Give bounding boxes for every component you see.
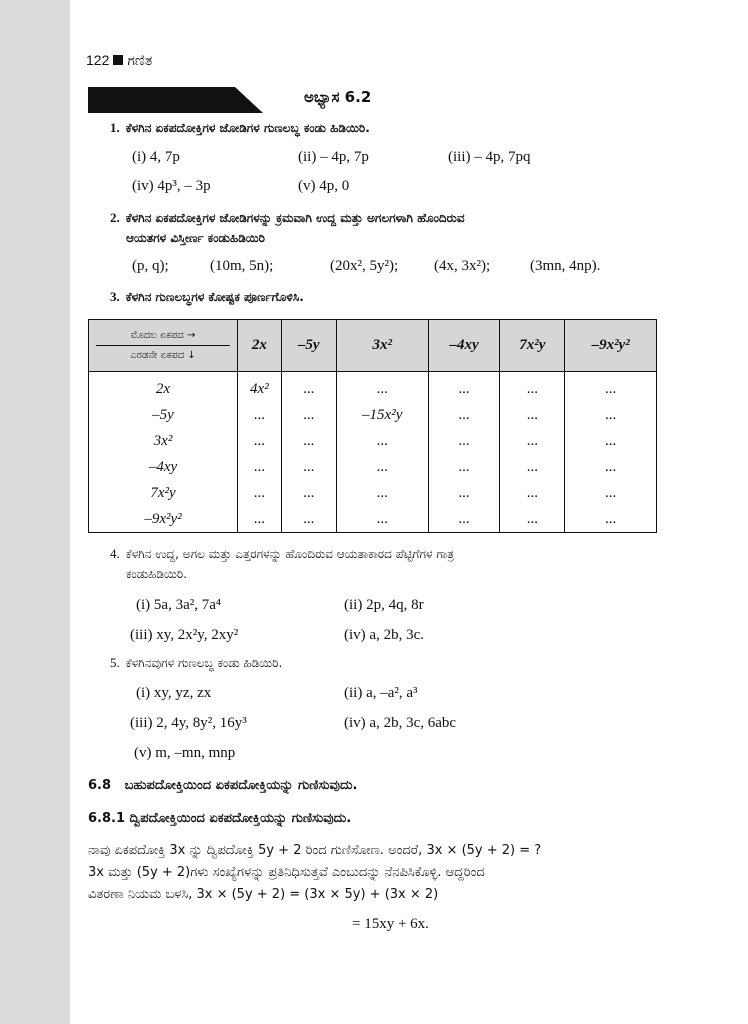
question-text-line-1: ಕೆಳಗಿನ ಉದ್ದ, ಅಗಲ ಮತ್ತು ಎತ್ತರಗಳನ್ನು ಹೊಂದಿರುವ ಆಯತಾಕಾರದ ಪೆಟ್ಟಿಗೆಗಳ ಗಾತ್ರ — [125, 547, 454, 561]
table-cell: ... — [428, 372, 500, 403]
page-number: 122 — [86, 52, 110, 68]
textbook-page — [70, 0, 748, 1024]
question-number: 2. — [110, 210, 120, 225]
table-cell: ... — [428, 428, 500, 454]
q2-item-4: (4x, 3x²); — [434, 258, 491, 274]
row-header: –5y — [89, 402, 238, 428]
exercise-title: ಅಭ್ಯಾಸ 6.2 — [304, 88, 372, 106]
column-header: 2x — [238, 320, 282, 372]
table-corner-cell — [89, 320, 238, 372]
page-header — [86, 52, 152, 69]
q4-item-4: (iv) a, 2b, 3c. — [344, 627, 424, 643]
q1-item-2: (ii) – 4p, 7p — [298, 149, 369, 165]
question-text: ಕೆಳಗಿನವುಗಳ ಗುಣಲಬ್ಧ ಕಂಡು ಹಿಡಿಯಿರಿ. — [125, 656, 283, 670]
paragraph-line-2: 3x ಮತ್ತು (5y + 2)ಗಳು ಸಂಖ್ಯೆಗಳನ್ನು ಪ್ರತಿನಿಧಿಸುತ್ತವೆ ಎಂಬುದನ್ನು ನೆನಪಿಸಿಕೊಳ್ಳಿ. ಆದ್ದರಿಂದ — [88, 865, 485, 880]
table-cell: ... — [336, 454, 428, 480]
question-4 — [110, 546, 454, 562]
paragraph-result: = 15xy + 6x. — [352, 916, 429, 932]
column-header: –5y — [281, 320, 336, 372]
table-cell: 4x² — [238, 372, 282, 403]
row-header: 2x — [89, 372, 238, 403]
table-cell: ... — [281, 402, 336, 428]
table-cell: ... — [336, 480, 428, 506]
table-cell: ... — [281, 480, 336, 506]
table-cell: ... — [500, 402, 565, 428]
table-cell: ... — [565, 372, 657, 403]
table-cell: ... — [565, 454, 657, 480]
q2-item-2: (10m, 5n); — [210, 258, 274, 274]
row-header: –9x²y² — [89, 506, 238, 533]
question-1 — [110, 120, 370, 136]
q2-item-3: (20x², 5y²); — [330, 258, 399, 274]
row-header: 3x² — [89, 428, 238, 454]
table-cell: ... — [281, 428, 336, 454]
section-title: ದ್ವಿಪದೋಕ್ತಿಯಿಂದ ಏಕಪದೋಕ್ತಿಯನ್ನು ಗುಣಿಸುವುದು. — [129, 811, 352, 826]
question-number: 3. — [110, 289, 120, 304]
table-cell: ... — [500, 506, 565, 533]
table-cell: ... — [500, 428, 565, 454]
table-cell: ... — [428, 454, 500, 480]
table-cell: ... — [500, 480, 565, 506]
paragraph-line-1: ನಾವು ಏಕಪದೋಕ್ತಿ 3x ನ್ನು ದ್ವಿಪದೋಕ್ತಿ 5y + 2 ರಿಂದ ಗುಣಿಸೋಣ. ಅಂದರೆ, 3x × (5y + 2) = ? — [88, 843, 542, 858]
table-cell: ... — [336, 506, 428, 533]
first-monomial-label: ಮೊದಲ ಏಕಪದ → — [130, 330, 196, 341]
question-2 — [110, 210, 465, 226]
products-table — [88, 319, 657, 533]
section-6-8-1-heading — [88, 811, 351, 826]
table-cell: ... — [238, 428, 282, 454]
row-header: 7x²y — [89, 480, 238, 506]
question-2-line-2: ಆಯತಗಳ ವಿಸ್ತೀರ್ಣ ಕಂಡುಹಿಡಿಯಿರಿ — [126, 231, 266, 245]
paragraph-line-3: ವಿತರಣಾ ನಿಯಮ ಬಳಸಿ, 3x × (5y + 2) = (3x × 5y) + (3x × 2) — [88, 887, 439, 902]
subject-name: ಗಣಿತ — [127, 53, 153, 69]
table-cell: ... — [500, 372, 565, 403]
table-cell: ... — [281, 454, 336, 480]
table-cell: ... — [238, 506, 282, 533]
q5-item-4: (iv) a, 2b, 3c, 6abc — [344, 715, 457, 731]
question-number: 1. — [110, 120, 120, 135]
exercise-banner — [88, 87, 263, 113]
table-cell: ... — [565, 402, 657, 428]
table-row — [89, 428, 657, 454]
table-cell: ... — [336, 428, 428, 454]
question-text: ಕೆಳಗಿನ ಗುಣಲಬ್ಧಗಳ ಕೋಷ್ಟಕ ಪೂರ್ಣಗೊಳಿಸಿ. — [125, 290, 304, 304]
column-header: –4xy — [428, 320, 500, 372]
q4-item-1: (i) 5a, 3a², 7a⁴ — [136, 597, 222, 613]
q2-item-1: (p, q); — [132, 258, 169, 274]
q4-item-2: (ii) 2p, 4q, 8r — [344, 597, 424, 613]
q5-item-5: (v) m, –mn, mnp — [134, 745, 236, 761]
table-cell: ... — [428, 480, 500, 506]
table-row — [89, 506, 657, 533]
question-4-line-2: ಕಂಡುಹಿಡಿಯಿರಿ. — [126, 567, 188, 581]
q4-item-3: (iii) xy, 2x²y, 2xy² — [130, 627, 239, 643]
question-5 — [110, 655, 282, 671]
table-row — [89, 402, 657, 428]
table-cell: ... — [281, 372, 336, 403]
q5-item-2: (ii) a, –a², a³ — [344, 685, 418, 701]
column-header: 7x²y — [500, 320, 565, 372]
table-row — [89, 454, 657, 480]
question-text-line-1: ಕೆಳಗಿನ ಏಕಪದೋಕ್ತಿಗಳ ಜೋಡಿಗಳನ್ನು ಕ್ರಮವಾಗಿ ಉದ್ದ ಮತ್ತು ಅಗಲಗಳಾಗಿ ಹೊಂದಿರುವ — [125, 211, 465, 225]
q2-item-5: (3mn, 4np). — [530, 258, 601, 274]
q1-item-1: (i) 4, 7p — [132, 149, 180, 165]
table-cell: ... — [238, 480, 282, 506]
table-cell: ... — [238, 454, 282, 480]
table-cell: –15x²y — [336, 402, 428, 428]
column-header: 3x² — [336, 320, 428, 372]
column-header: –9x²y² — [565, 320, 657, 372]
q5-item-3: (iii) 2, 4y, 8y², 16y³ — [130, 715, 247, 731]
question-number: 4. — [110, 546, 120, 561]
q1-item-3: (iii) – 4p, 7pq — [448, 149, 531, 165]
second-monomial-label: ಎರಡನೇ ಏಕಪದ ↓ — [130, 350, 196, 361]
q5-item-1: (i) xy, yz, zx — [136, 685, 212, 701]
section-number: 6.8 — [88, 778, 112, 793]
section-6-8-heading — [88, 778, 357, 793]
table-cell: ... — [281, 506, 336, 533]
q1-item-4: (iv) 4p³, – 3p — [132, 178, 211, 194]
table-cell: ... — [500, 454, 565, 480]
square-bullet-icon — [113, 55, 123, 65]
table-row — [89, 480, 657, 506]
table-cell: ... — [428, 402, 500, 428]
table-cell: ... — [565, 506, 657, 533]
table-cell: ... — [238, 402, 282, 428]
table-cell: ... — [565, 428, 657, 454]
table-row — [89, 372, 657, 403]
question-3 — [110, 289, 304, 305]
q1-item-5: (v) 4p, 0 — [298, 178, 350, 194]
table-cell: ... — [428, 506, 500, 533]
table-body — [89, 372, 657, 533]
table-cell: ... — [336, 372, 428, 403]
row-header: –4xy — [89, 454, 238, 480]
section-title: ಬಹುಪದೋಕ್ತಿಯಿಂದ ಏಕಪದೋಕ್ತಿಯನ್ನು ಗುಣಿಸುವುದು. — [124, 778, 358, 793]
section-number: 6.8.1 — [88, 811, 126, 826]
question-text: ಕೆಳಗಿನ ಏಕಪದೋಕ್ತಿಗಳ ಜೋಡಿಗಳ ಗುಣಲಬ್ಧ ಕಂಡು ಹಿಡಿಯಿರಿ. — [125, 121, 370, 135]
page-margin-band — [0, 0, 70, 1024]
question-number: 5. — [110, 655, 120, 670]
table-header-row — [89, 320, 657, 372]
table-cell: ... — [565, 480, 657, 506]
